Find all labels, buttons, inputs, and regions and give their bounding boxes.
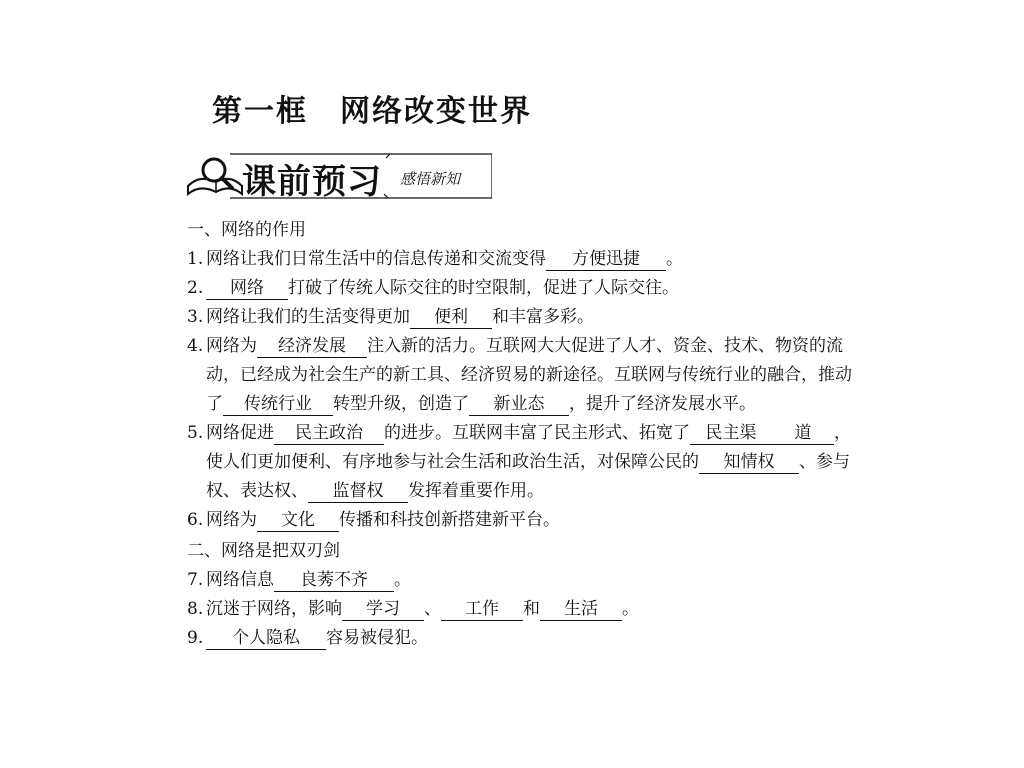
text-segment: 。	[394, 570, 411, 590]
text-segment: 网络信息	[206, 570, 274, 590]
text-segment: 传播和科技创新搭建新平台。	[339, 510, 560, 530]
list-item	[187, 274, 867, 303]
list-item	[187, 419, 867, 506]
list-item	[187, 245, 867, 274]
page-title-part2: 网络改变世界	[340, 94, 532, 129]
text-segment: ，使人们更加便利、有序地参与社会生活和政治生活，对保障公民的	[206, 423, 851, 472]
item-number: 8.	[187, 599, 204, 619]
answer-blank: 民主政治	[274, 422, 384, 445]
item-text	[206, 419, 867, 506]
answer-blank: 道	[772, 422, 834, 445]
item-number: 6.	[187, 510, 204, 530]
item-number: 7.	[187, 570, 204, 590]
answer-blank: 工作	[441, 598, 523, 621]
list-item	[187, 303, 867, 332]
exercise-content	[187, 216, 867, 653]
answer-blank: 学习	[342, 598, 424, 621]
text-segment: 沉迷于网络，影响	[206, 599, 342, 619]
item-text	[206, 303, 867, 332]
list-item	[187, 566, 867, 595]
item-text	[206, 245, 867, 274]
text-segment: 的进步。互联网丰富了民主形式、拓宽了	[384, 423, 690, 443]
text-segment: 网络为	[206, 510, 257, 530]
text-segment: 。	[666, 249, 683, 269]
text-segment: 容易被侵犯。	[326, 628, 428, 648]
item-number: 4.	[187, 336, 204, 356]
answer-blank: 监督权	[308, 480, 408, 503]
text-segment: 、	[424, 599, 441, 619]
item-number: 9.	[187, 628, 204, 648]
list-item	[187, 332, 867, 419]
item-text	[206, 624, 867, 653]
banner-subtitle: 感悟新知	[400, 170, 461, 188]
answer-blank: 文化	[257, 509, 339, 532]
text-segment: 注入新的活力。互联网大大促进了人才、资金、技术、物资的流动，已经成为社会生产的新工具、经济贸易的新途径。互联网与传统行业的融合，推动了	[206, 336, 852, 414]
item-text	[206, 332, 867, 419]
text-segment: 网络促进	[206, 423, 274, 443]
item-number: 2.	[187, 278, 204, 298]
item-text	[206, 595, 867, 624]
text-segment: 打破了传统人际交往的时空限制，促进了人际交往。	[288, 278, 679, 298]
text-segment: ，提升了经济发展水平。	[569, 394, 756, 414]
item-text	[206, 274, 867, 303]
text-segment: 和	[523, 599, 540, 619]
answer-blank: 方便迅捷	[546, 248, 666, 271]
answer-blank: 传统行业	[223, 393, 333, 416]
answer-blank: 便利	[410, 306, 492, 329]
answer-blank: 知情权	[699, 451, 799, 474]
section-heading: 一、网络的作用	[187, 220, 306, 240]
item-text	[206, 506, 867, 535]
answer-blank: 经济发展	[257, 335, 367, 358]
answer-blank: 网络	[206, 277, 288, 300]
list-item	[187, 595, 867, 624]
answer-blank: 生活	[540, 598, 622, 621]
list-item	[187, 506, 867, 535]
answer-blank: 个人隐私	[206, 627, 326, 650]
page-title-part1: 第一框	[212, 94, 308, 129]
item-number: 3.	[187, 307, 204, 327]
answer-blank: 新业态	[469, 393, 569, 416]
item-text	[206, 566, 867, 595]
text-segment: 发挥着重要作用。	[408, 481, 544, 501]
text-segment: 和丰富多彩。	[492, 307, 594, 327]
section-banner	[186, 150, 492, 202]
list-item	[187, 624, 867, 653]
text-segment: 网络让我们日常生活中的信息传递和交流变得	[206, 249, 546, 269]
item-number: 5.	[187, 423, 204, 443]
section-heading: 二、网络是把双刃剑	[187, 541, 340, 561]
answer-blank: 民主渠	[690, 422, 772, 445]
text-segment: 转型升级，创造了	[333, 394, 469, 414]
page-title	[212, 86, 532, 130]
text-segment: 网络为	[206, 336, 257, 356]
text-segment: 网络让我们的生活变得更加	[206, 307, 410, 327]
text-segment: 。	[622, 599, 639, 619]
text-segment: 、参与权、表达权、	[206, 452, 850, 501]
banner-title: 课前预习	[242, 162, 382, 202]
item-number: 1.	[187, 249, 204, 269]
answer-blank: 良莠不齐	[274, 569, 394, 592]
